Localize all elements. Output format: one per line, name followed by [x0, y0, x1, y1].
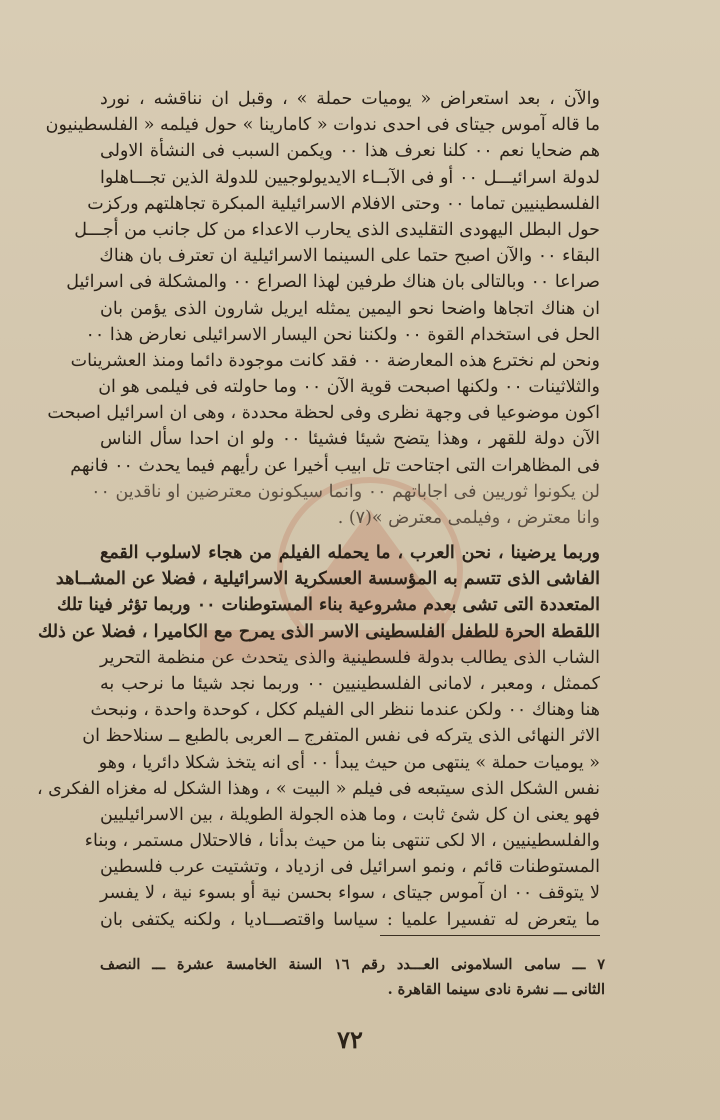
- paragraph-2-line: الاثر النهائى الذى يتركه فى نفس المتفرج ــ العربى بالطبع ــ سنلاحظ ان: [82, 726, 600, 747]
- paragraph-1-line: لدولة اسرائيـــل ٠٠ أو فى الآبــاء الايديولوجيين للدولة الذين تجـــاهلوا: [100, 167, 601, 188]
- paragraph-1-line: اكون موضوعيا فى وجهة نظرى وفى لحظة محددة ، وهى ان اسرائيل اصبحت: [47, 403, 600, 424]
- paragraph-2-line: لا يتوقف ٠٠ ان آموس جيتاى ، سواء بحسن نية أو بسوء نية ، لا يفسر: [100, 883, 600, 904]
- paragraph-1: [45, 86, 601, 531]
- paragraph-1-line: هم ضحايا نعم ٠٠ كلنا نعرف هذا ٠٠ ويكمن السبب فى النشأة الاولى: [100, 141, 600, 162]
- footnote-divider: [380, 935, 600, 936]
- paragraph-1-line: ما قاله آموس جيتاى فى احدى ندوات « كامارينا » حول فيلمه « الفلسطينيون: [45, 115, 600, 136]
- paragraph-1-line: والثلاثينات ٠٠ ولكنها اصبحت قوية الآن ٠٠ وما حاولته فى فيلمى هو ان: [98, 377, 600, 398]
- paragraph-1-line: البقاء ٠٠ والآن اصبح حتما على السينما الاسرائيلية ان تعترف بان هناك: [99, 246, 600, 267]
- paragraph-2-line: نفس الشكل الذى سيتبعه فى فيلم « البيت » ، وهذا الشكل له مغزاه الفكرى ،: [36, 778, 600, 799]
- paragraph-1-line: والآن ، بعد استعراض « يوميات حملة » ، وقبل ان نناقشه ، نورد: [100, 89, 600, 109]
- paragraph-2-line: الشاب الذى يطالب بدولة فلسطينية والذى يتحدث عن منظمة التحرير: [100, 647, 600, 668]
- paragraph-1-line: الفلسطينيين تماما ٠٠ وحتى الافلام الاسرائيلية المبكرة تجاهلتهم وركزت: [87, 193, 600, 214]
- paragraph-1-line: وانا معترض ، وفيلمى معترض »(٧) .: [337, 508, 600, 528]
- paragraph-1-line: ان هناك اتجاها واضحا نحو اليمين يمثله ايريل شارون الذى يؤمن بان: [100, 298, 600, 319]
- paragraph-2-line: كممثل ، ومعبر ، لامانى الفلسطينيين ٠٠ وربما نجد شيئا ما نرحب به: [100, 673, 600, 694]
- paragraph-2-line: هنا وهناك ٠٠ ولكن عندما ننظر الى الفيلم ككل ، كوحدة واحدة ، ونبحث: [90, 700, 600, 721]
- paragraph-1-line: صراعا ٠٠ وبالتالى بان هناك طرفين لهذا الصراع ٠٠ والمشكلة فى اسرائيل: [66, 272, 600, 293]
- paragraph-2-line: الفاشى الذى تتسم به المؤسسة العسكرية الاسرائيلية ، فضلا عن المشــاهد: [55, 569, 600, 590]
- footnote-line: الثانى ـــ نشرة نادى سينما القاهرة .: [387, 981, 605, 998]
- paragraph-2-line: فهو يعنى ان كل شئ ثابت ، وما هذه الجولة الطويلة ، بين الاسرائيليين: [99, 804, 600, 825]
- paragraph-2-line: اللقطة الحرة للطفل الفلسطينى الاسر الذى يمرح مع الكاميرا ، فضلا عن ذلك: [37, 621, 600, 642]
- paragraph-1-line: الحل فى استخدام القوة ٠٠ ولكننا نحن اليسار الاسرائيلى نعارض هذا ٠٠: [85, 324, 600, 345]
- paragraph-2: [36, 540, 600, 933]
- paragraph-2-line: وربما يرضينا ، نحن العرب ، ما يحمله الفيلم من هجاء لاسلوب القمع: [100, 543, 600, 563]
- paragraph-1-line: حول البطل اليهودى التقليدى الذى يحارب الاعداء من كل جانب من أجـــل: [74, 219, 600, 240]
- paragraph-2-line: « يوميات حملة » ينتهى من حيث يبدأ ٠٠ أى انه يتخذ شكلا دائريا ، وهو: [98, 752, 600, 773]
- paragraph-2-line: المستوطنات قائم ، ونمو اسرائيل فى ازدياد ، وتشتيت عرب فلسطين: [100, 857, 600, 878]
- paragraph-1-line: ونحن لم نخترع هذه المعارضة ٠٠ فقد كانت موجودة دائما ومنذ العشرينات: [70, 350, 600, 371]
- footnote: [100, 952, 605, 1002]
- page-number: ٧٢: [337, 1025, 363, 1054]
- footnote-line: ٧ ـــ سامى السلامونى العـــدد رقم ١٦ السنة الخامسة عشرة ـــ النصف: [100, 956, 605, 973]
- paragraph-2-line: والفلسطينيين ، الا لكى تنتهى بنا من حيث بدأنا ، فالاحتلال مستمر ، وبناء: [84, 831, 600, 852]
- paragraph-1-line: فى المظاهرات التى اجتاحت تل ابيب أخيرا عن رأيهم فيما يحدث ٠٠ فانهم: [70, 455, 600, 476]
- paragraph-2-line: المتعددة التى تشى بعدم مشروعية بناء المستوطنات ٠٠ وربما تؤثر فينا تلك: [57, 595, 600, 616]
- paragraph-2-line: ما يتعرض له تفسيرا علميا : سياسا واقتصـــاديا ، ولكنه يكتفى بان: [100, 909, 600, 930]
- paragraph-1-line: لن يكونوا ثوريين فى اجاباتهم ٠٠ وانما سيكونون معترضين او ناقدين ٠٠: [91, 481, 600, 502]
- paragraph-1-line: الآن دولة للقهر ، وهذا يتضح شيئا فشيئا ٠٠ ولو ان احدا سأل الناس: [100, 429, 600, 450]
